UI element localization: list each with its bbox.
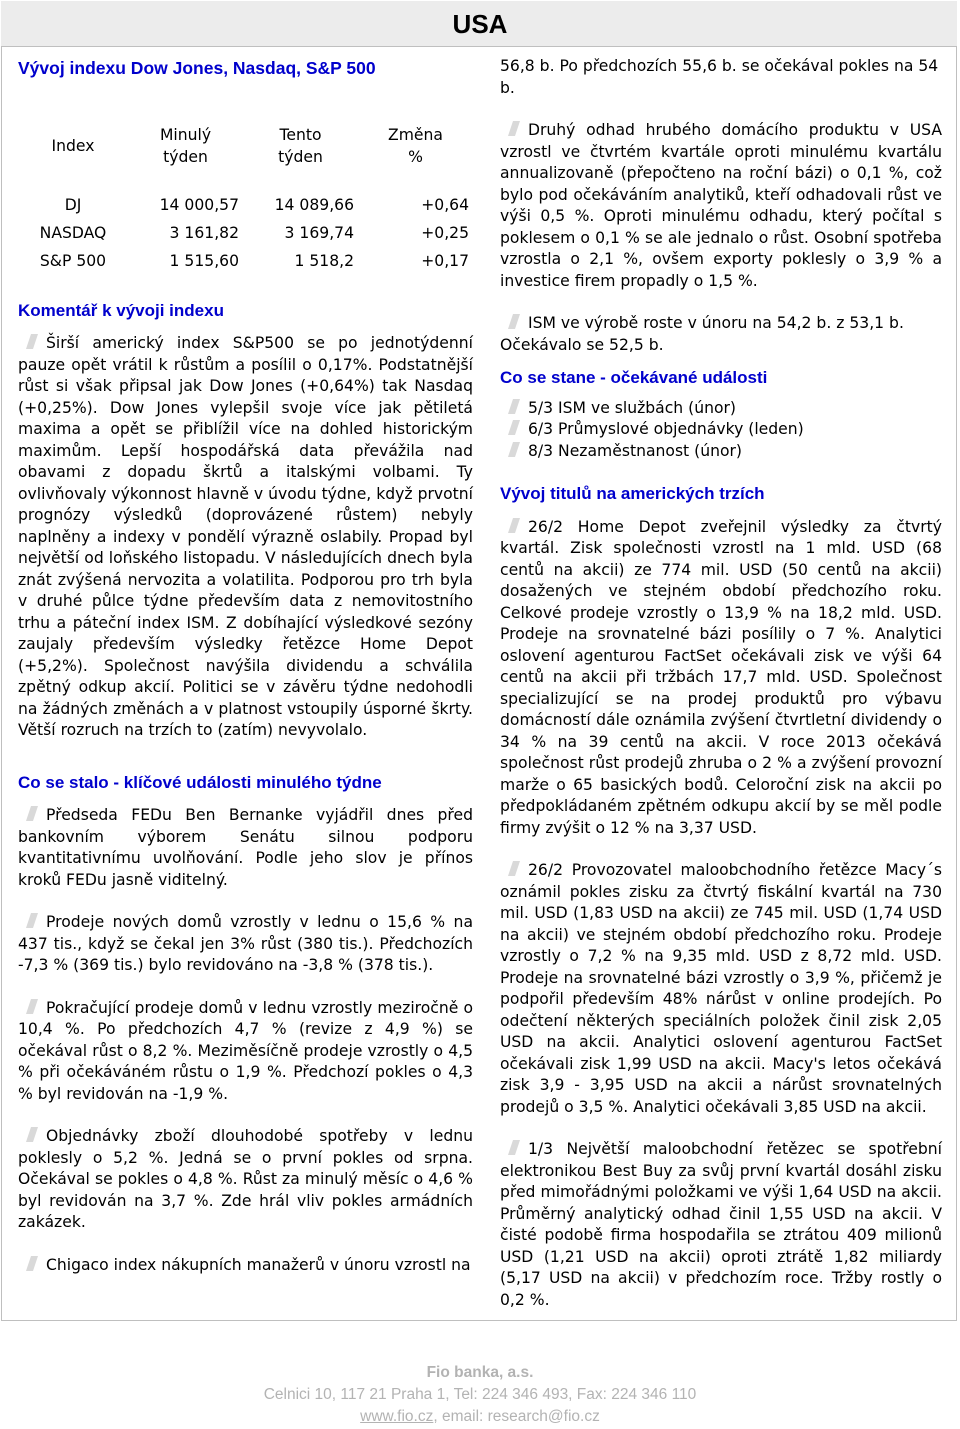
slash-bullet-icon [500,314,520,329]
last-week-value: 1 515,60 [169,251,239,270]
expected-item: 6/3 Průmyslové objednávky (leden) [500,419,942,441]
index-table [18,112,473,276]
table-row [18,220,473,248]
change-value: +0,17 [421,251,469,270]
header-index: Index [51,136,95,155]
last-week-value: 3 161,82 [169,223,239,242]
slash-bullet-icon [500,1140,520,1155]
event-item: ISM ve výrobě roste v únoru na 54,2 b. z 53,1 b. Očekávalo se 52,5 b. [500,314,904,354]
footer-company: Fio banka, a.s. [426,1364,534,1381]
stock-item: 1/3 Největší maloobchodní řetězec se spotřební elektronikou Best Buy za svůj první kvartál dosáhl zisku před mimořádnými položkami ve výši 1,64 USD na akcii. Průměrný analytický odhad činil 1,55 USD na akcii. V čisté podobě firma hospodařila se ztrátou 409 milionů USD (1,21 USD na akcii) oproti ztrátě 1,82 miliardy (5,17 USD na akcii) v předchozím roce. Tržby rostly o 0,2 %. [500,1140,942,1309]
header-change: Změna % [388,126,443,166]
index-table-header [18,112,473,182]
slash-bullet-icon [18,999,38,1014]
comment-heading: Komentář k vývoji indexu [18,300,224,320]
comment-paragraph: Širší americký index S&P500 se po jednotýdenní pauze opět vrátil k růstům a posílil o 0,17%. Podstatnější růst si však připsal jak Dow Jones (+0,64%) tak Nasdaq (+0,25%). Dow Jones vylepšil svoje více jak pětiletá maxima a opět se přiblížil více na dohled historickým maximům. Lepší hospodářská data převážila nad obavami z dopadu škrtů a italskými volbami. Ty ovlivňovaly výkonnost hlavně v úvodu týdne, když prvotní prognózy výsledků (doprovázené růstem) nebyly naplněny a indexy v pondělí výrazně oslabily. Propad byl největší od loňského listopadu. V následujících dnech byla znát zvýšená nervozita a volatilita. Podporou pro trh byla v druhé půlce týdne především data z nemovitostního trhu a páteční index ISM. Z dobíhající výsledkové sezóny zaujaly především výsledky řetězce Home Depot (+5,2%). Společnost navýšila dividendu a schválila zpětný odkup akcií. Politici se v závěru týdne nedohodli na žádných změnách a v platnost vstoupily úsporné škrty. Větší rozruch na trzích to (zatím) nevyvolalo. [18,334,473,739]
slash-bullet-icon [18,1127,38,1142]
slash-bullet-icon [18,806,38,821]
index-title: Vývoj indexu Dow Jones, Nasdaq, S&P 500 [18,58,376,78]
event-item: Předseda FEDu Ben Bernanke vyjádřil dnes před bankovním výborem Senátu silnou podporu kvantitativnímu uvolňování. Podle jeho slov je přínos kroků FEDu jasně viditelný. [18,806,473,889]
footer-web-link[interactable]: www.fio.cz [360,1408,434,1425]
this-week-value: 3 169,74 [284,223,354,242]
table-row [18,192,473,220]
event-item: Objednávky zboží dlouhodobé spotřeby v lednu poklesly o 5,2 %. Jedná se o první pokles od srpna. Očekával se pokles o 4,8 %. Růst za minulý měsíc o 4,6 % byl revidován na 3,7 %. Zde hrál vliv pokles armádních zakázek. [18,1127,473,1231]
event-item: Druhý odhad hrubého domácího produktu v USA vzrostl ve čtvrtém kvartále oproti minulému kvartálu annualizovaně (přepočteno na roční bázi) o 0,1 %, což bylo pod očekáváním analytiků, kteří odhadovali růst ve výši 0,5 %. Oproti minulému odhadu, který počítal s poklesem o 0,1 % se ale jednalo o růst. Osobní spotřeba vzrostla o 2,1 %, ovšem exporty poklesly o 3,9 % a investice firem propadly o 1,5 %. [500,121,942,290]
change-value: +0,64 [421,195,469,214]
stock-item: 26/2 Home Depot zveřejnil výsledky za čtvrtý kvartál. Zisk společnosti vzrostl na 1 mld. USD (68 centů na akcii) ze 774 mil. USD (50 centů na akcii) dosažených ve stejném období předchozího roku. Celkové prodeje vzrostly o 13,9 % na 18,2 mld. USD. Prodeje na srovnatelné bázi posílily o 7 %. Analytici oslovení agenturou FactSet očekávali zisk ve výši 64 centů na akcii při tržbách 17,7 mld. USD. Společnost specializující se na prodej produktů pro výbavu domácností dále oznámila zvýšení čtvrtletní dividendy o 34 % na 39 centů na akcii. V roce 2013 očekává společnost růst prodejů zhruba o 2 % a zvýšení provozní marže o 65 basických bodů. Celoroční zisk na akcii po předpokládaném zpětném odkupu akcií by se měl podle firmy zvýšit o 12 % na 3,37 USD. [500,517,942,837]
left-column [18,50,473,1276]
table-row [18,248,473,276]
index-name: NASDAQ [39,223,107,242]
change-value: +0,25 [421,223,469,242]
slash-bullet-icon [500,121,520,136]
slash-bullet-icon [18,334,38,349]
expected-item: 8/3 Nezaměstnanost (únor) [500,441,942,463]
last-week-value: 14 000,57 [159,195,239,214]
header-last-week: Minulý týden [159,126,212,166]
stock-item: 26/2 Provozovatel maloobchodního řetězce Macy´s oznámil pokles zisku za čtvrtý fiskální kvartál na 730 mil. USD (1,83 USD na akcii) ze 745 mil. USD (1,74 USD na akcii) ve stejném období předchozího roku. Prodeje vzrostly o 7,2 % na 9,35 mld. USD z 8,72 mld. USD. Prodeje na srovnatelné bázi vzrostly o 3,9 %, přičemž je podpořil především 48% nárůst v online prodejích. Po odečtení některých speciálních položek činil zisk 2,05 USD na akcii. Analytici oslovení agenturou FactSet očekávali zisk 1,99 USD na akcii. Macy's letos očekává zisk 3,9 - 3,95 USD na akcii a nárůst srovnatelných prodejů o 3,5 %. Analytici očekávali 3,85 USD na akcii. [500,861,942,1116]
events-heading: Co se stalo - klíčové události minulého týdne [18,772,382,792]
footer-address: Celnici 10, 117 21 Praha 1, Tel: 224 346 493, Fax: 224 346 110 [263,1386,697,1403]
index-name: DJ [64,195,82,214]
expected-heading: Co se stane - očekávané události [500,368,768,387]
slash-bullet-icon [500,442,520,457]
slash-bullet-icon [500,420,520,435]
event-item: Prodeje nových domů vzrostly v lednu o 15,6 % na 437 tis., když se čekal jen 3% růst (380 tis.). Předchozích -7,3 % (369 tis.) bylo revidováno na -3,8 % (378 tis.). [18,913,473,974]
this-week-value: 1 518,2 [294,251,354,270]
footer-contact [0,1406,960,1428]
right-column [500,50,942,1311]
expected-item: 5/3 ISM ve službách (únor) [500,398,942,420]
slash-bullet-icon [18,1256,38,1271]
country-title: USA [452,9,508,39]
stocks-heading: Vývoj titulů na amerických trzích [500,484,765,503]
continuation-text: 56,8 b. Po předchozích 55,6 b. se očekával pokles na 54 b. [500,57,939,97]
index-name: S&P 500 [39,251,107,270]
slash-bullet-icon [18,913,38,928]
header-this-week: Tento týden [278,126,323,166]
this-week-value: 14 089,66 [274,195,354,214]
footer-email: , email: research@fio.cz [433,1408,600,1425]
footer [0,1362,960,1428]
event-item: Pokračující prodeje domů v lednu vzrostly meziročně o 10,4 %. Po předchozích 4,7 % (revize z 4,9 %) se očekával růst o 8,2 %. Meziměsíčně prodeje vzrostly o 4,5 % při očekáváném růstu o 1,9 %. Předchozí pokles o 4,3 % byl revidován na -1,9 %. [18,998,473,1103]
slash-bullet-icon [500,861,520,876]
slash-bullet-icon [500,518,520,533]
event-item: Chigaco index nákupních manažerů v únoru vzrostl na [18,1255,473,1277]
slash-bullet-icon [500,399,520,414]
